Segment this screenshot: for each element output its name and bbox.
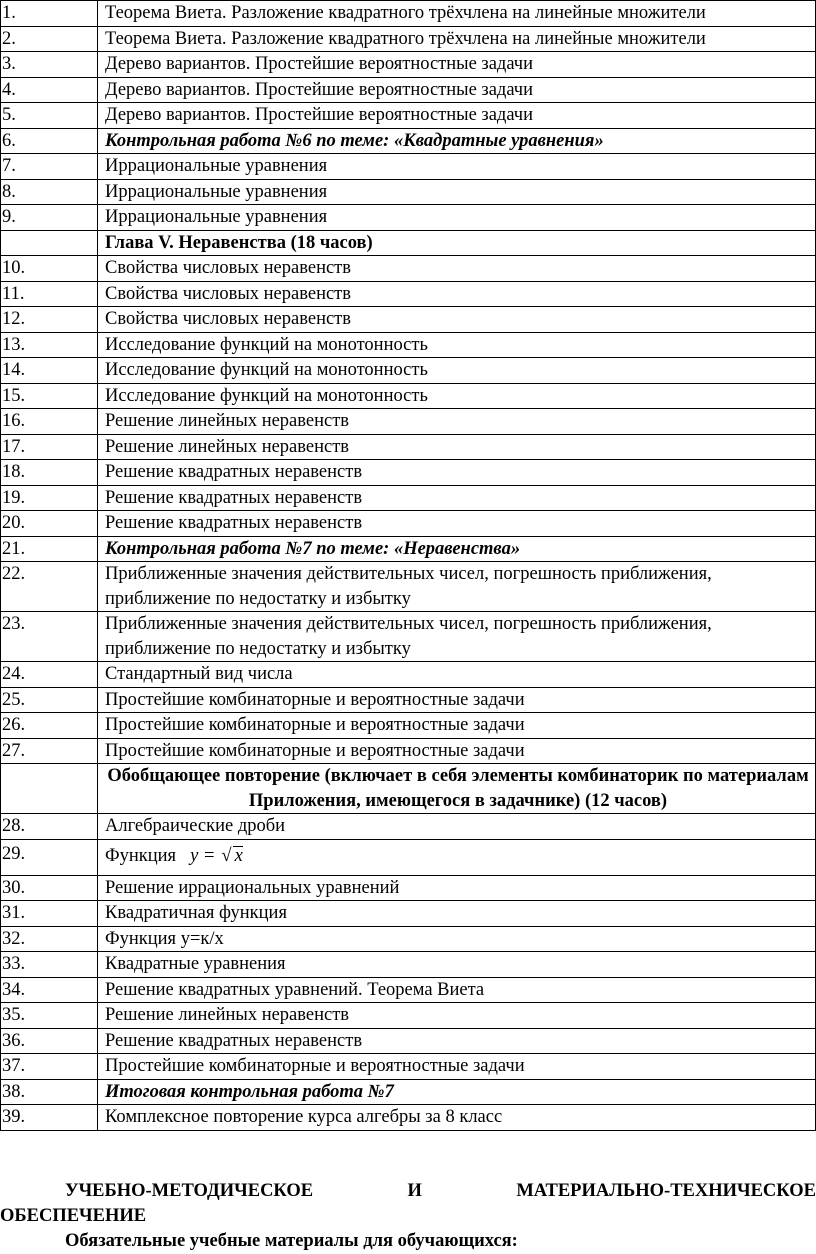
lesson-topic: Свойства числовых неравенств bbox=[98, 281, 816, 307]
lesson-number: 38. bbox=[1, 1079, 98, 1105]
radical-sign: √ bbox=[221, 845, 232, 866]
lesson-topic bbox=[98, 839, 816, 875]
support-heading-word-3: МАТЕРИАЛЬНО-ТЕХНИЧЕСКОЕ bbox=[516, 1181, 816, 1201]
required-materials-heading: Обязательные учебные материалы для обучающихся: bbox=[65, 1231, 518, 1251]
lesson-number: 5. bbox=[1, 103, 98, 129]
table-row bbox=[1, 977, 816, 1003]
table-row bbox=[1, 460, 816, 486]
lesson-topic: Приближенные значения действительных чисел, погрешность приближения, приближение по недостатку и избытку bbox=[98, 562, 816, 612]
table-row bbox=[1, 662, 816, 688]
support-heading-word-1: УЧЕБНО-МЕТОДИЧЕСКОЕ bbox=[65, 1181, 314, 1201]
table-row bbox=[1, 358, 816, 384]
lesson-number: 25. bbox=[1, 687, 98, 713]
table-row bbox=[1, 1028, 816, 1054]
lesson-number: 29. bbox=[1, 839, 98, 875]
lesson-topic: Решение линейных неравенств bbox=[98, 409, 816, 435]
lesson-number: 33. bbox=[1, 952, 98, 978]
table-row bbox=[1, 1, 816, 27]
table-row bbox=[1, 1003, 816, 1029]
lesson-topic: Комплексное повторение курса алгебры за 8 класс bbox=[98, 1105, 816, 1131]
lesson-topic: Решение линейных неравенств bbox=[98, 1003, 816, 1029]
lesson-topic: Теорема Виета. Разложение квадратного трёхчлена на линейные множители bbox=[98, 1, 816, 27]
table-row bbox=[1, 154, 816, 180]
table-row bbox=[1, 536, 816, 562]
table-row bbox=[1, 52, 816, 78]
lesson-topic: Простейшие комбинаторные и вероятностные задачи bbox=[98, 687, 816, 713]
support-heading-continuation: ОБЕСПЕЧЕНИЕ bbox=[0, 1206, 147, 1226]
lesson-topic: Контрольная работа №7 по теме: «Неравенства» bbox=[98, 536, 816, 562]
lesson-topic: Решение квадратных неравенств bbox=[98, 485, 816, 511]
section-title: Обобщающее повторение (включает в себя элементы комбинаторик по материалам Приложения, имеющегося в задачнике) (12 часов) bbox=[98, 764, 816, 814]
lesson-number: 13. bbox=[1, 332, 98, 358]
lesson-number: 8. bbox=[1, 179, 98, 205]
lesson-topic: Свойства числовых неравенств bbox=[98, 307, 816, 333]
lesson-topic: Исследование функций на монотонность bbox=[98, 332, 816, 358]
lesson-number: 6. bbox=[1, 128, 98, 154]
lesson-topic: Квадратные уравнения bbox=[98, 952, 816, 978]
table-row bbox=[1, 128, 816, 154]
lesson-topic: Дерево вариантов. Простейшие вероятностные задачи bbox=[98, 52, 816, 78]
lesson-number: 23. bbox=[1, 612, 98, 662]
table-row bbox=[1, 1079, 816, 1105]
table-row bbox=[1, 205, 816, 231]
lesson-number: 39. bbox=[1, 1105, 98, 1131]
lesson-topic: Иррациональные уравнения bbox=[98, 179, 816, 205]
table-row bbox=[1, 511, 816, 537]
formula-lhs: y = bbox=[190, 845, 216, 866]
lesson-topic: Простейшие комбинаторные и вероятностные задачи bbox=[98, 1054, 816, 1080]
lesson-topic: Решение квадратных уравнений. Теорема Виета bbox=[98, 977, 816, 1003]
table-row bbox=[1, 814, 816, 840]
lesson-number: 30. bbox=[1, 875, 98, 901]
table-row bbox=[1, 434, 816, 460]
lesson-topic: Дерево вариантов. Простейшие вероятностные задачи bbox=[98, 103, 816, 129]
lesson-number: 20. bbox=[1, 511, 98, 537]
lesson-number: 34. bbox=[1, 977, 98, 1003]
table-row bbox=[1, 256, 816, 282]
table-row bbox=[1, 485, 816, 511]
lesson-topic: Дерево вариантов. Простейшие вероятностные задачи bbox=[98, 77, 816, 103]
lesson-number: 11. bbox=[1, 281, 98, 307]
sqrt-formula bbox=[190, 846, 243, 866]
lesson-number: 36. bbox=[1, 1028, 98, 1054]
table-row bbox=[1, 713, 816, 739]
lesson-number: 24. bbox=[1, 662, 98, 688]
lesson-topic: Приближенные значения действительных чисел, погрешность приближения, приближение по недостатку и избытку bbox=[98, 612, 816, 662]
table-row bbox=[1, 738, 816, 764]
lesson-topic: Решение квадратных неравенств bbox=[98, 460, 816, 486]
lesson-number: 27. bbox=[1, 738, 98, 764]
lesson-number: 28. bbox=[1, 814, 98, 840]
lesson-topic-label: Функция bbox=[105, 845, 177, 866]
lesson-topic: Итоговая контрольная работа №7 bbox=[98, 1079, 816, 1105]
lesson-topic: Контрольная работа №6 по теме: «Квадратные уравнения» bbox=[98, 128, 816, 154]
lesson-topic: Решение квадратных неравенств bbox=[98, 511, 816, 537]
table-row bbox=[1, 562, 816, 612]
lesson-topic: Простейшие комбинаторные и вероятностные задачи bbox=[98, 713, 816, 739]
table-row bbox=[1, 926, 816, 952]
lesson-number bbox=[1, 230, 98, 256]
lesson-number: 2. bbox=[1, 26, 98, 52]
lesson-number: 31. bbox=[1, 901, 98, 927]
lesson-number: 17. bbox=[1, 434, 98, 460]
lesson-number: 35. bbox=[1, 1003, 98, 1029]
lesson-topic: Алгебраические дроби bbox=[98, 814, 816, 840]
lesson-topic: Исследование функций на монотонность bbox=[98, 383, 816, 409]
lesson-number: 9. bbox=[1, 205, 98, 231]
lesson-number: 4. bbox=[1, 77, 98, 103]
section-title: Глава V. Неравенства (18 часов) bbox=[98, 230, 816, 256]
table-row bbox=[1, 307, 816, 333]
lesson-topic: Исследование функций на монотонность bbox=[98, 358, 816, 384]
table-row bbox=[1, 281, 816, 307]
table-row bbox=[1, 687, 816, 713]
lesson-topic: Простейшие комбинаторные и вероятностные задачи bbox=[98, 738, 816, 764]
lesson-number: 21. bbox=[1, 536, 98, 562]
lesson-number: 32. bbox=[1, 926, 98, 952]
lesson-topic: Теорема Виета. Разложение квадратного трёхчлена на линейные множители bbox=[98, 26, 816, 52]
support-section bbox=[0, 1179, 816, 1254]
table-row bbox=[1, 179, 816, 205]
table-row bbox=[1, 77, 816, 103]
support-heading-line bbox=[0, 1179, 816, 1204]
lesson-number: 15. bbox=[1, 383, 98, 409]
lesson-topic: Стандартный вид числа bbox=[98, 662, 816, 688]
lesson-number: 19. bbox=[1, 485, 98, 511]
lesson-number: 16. bbox=[1, 409, 98, 435]
lesson-number: 10. bbox=[1, 256, 98, 282]
lesson-number: 18. bbox=[1, 460, 98, 486]
section-header-row bbox=[1, 764, 816, 814]
lesson-number: 3. bbox=[1, 52, 98, 78]
lesson-number: 26. bbox=[1, 713, 98, 739]
lesson-topic: Решение квадратных неравенств bbox=[98, 1028, 816, 1054]
lesson-topic: Решение линейных неравенств bbox=[98, 434, 816, 460]
section-header-row bbox=[1, 230, 816, 256]
lesson-number: 7. bbox=[1, 154, 98, 180]
table-row bbox=[1, 952, 816, 978]
table-row bbox=[1, 612, 816, 662]
table-row bbox=[1, 383, 816, 409]
lesson-topic: Решение иррациональных уравнений bbox=[98, 875, 816, 901]
lesson-number bbox=[1, 764, 98, 814]
table-body bbox=[1, 1, 816, 1131]
radicand: x bbox=[234, 845, 243, 866]
table-row bbox=[1, 103, 816, 129]
lesson-number: 22. bbox=[1, 562, 98, 612]
table-row bbox=[1, 875, 816, 901]
table-row bbox=[1, 1054, 816, 1080]
lesson-number: 1. bbox=[1, 1, 98, 27]
lesson-number: 14. bbox=[1, 358, 98, 384]
lesson-number: 12. bbox=[1, 307, 98, 333]
lesson-topic: Квадратичная функция bbox=[98, 901, 816, 927]
lesson-topic: Иррациональные уравнения bbox=[98, 205, 816, 231]
lesson-number: 37. bbox=[1, 1054, 98, 1080]
table-row bbox=[1, 26, 816, 52]
table-row bbox=[1, 901, 816, 927]
table-row bbox=[1, 839, 816, 875]
lesson-topic: Функция y=к/x bbox=[98, 926, 816, 952]
support-heading-word-2: И bbox=[407, 1181, 422, 1201]
table-row bbox=[1, 409, 816, 435]
table-row bbox=[1, 332, 816, 358]
lesson-topic: Свойства числовых неравенств bbox=[98, 256, 816, 282]
lesson-topic: Иррациональные уравнения bbox=[98, 154, 816, 180]
table-row bbox=[1, 1105, 816, 1131]
